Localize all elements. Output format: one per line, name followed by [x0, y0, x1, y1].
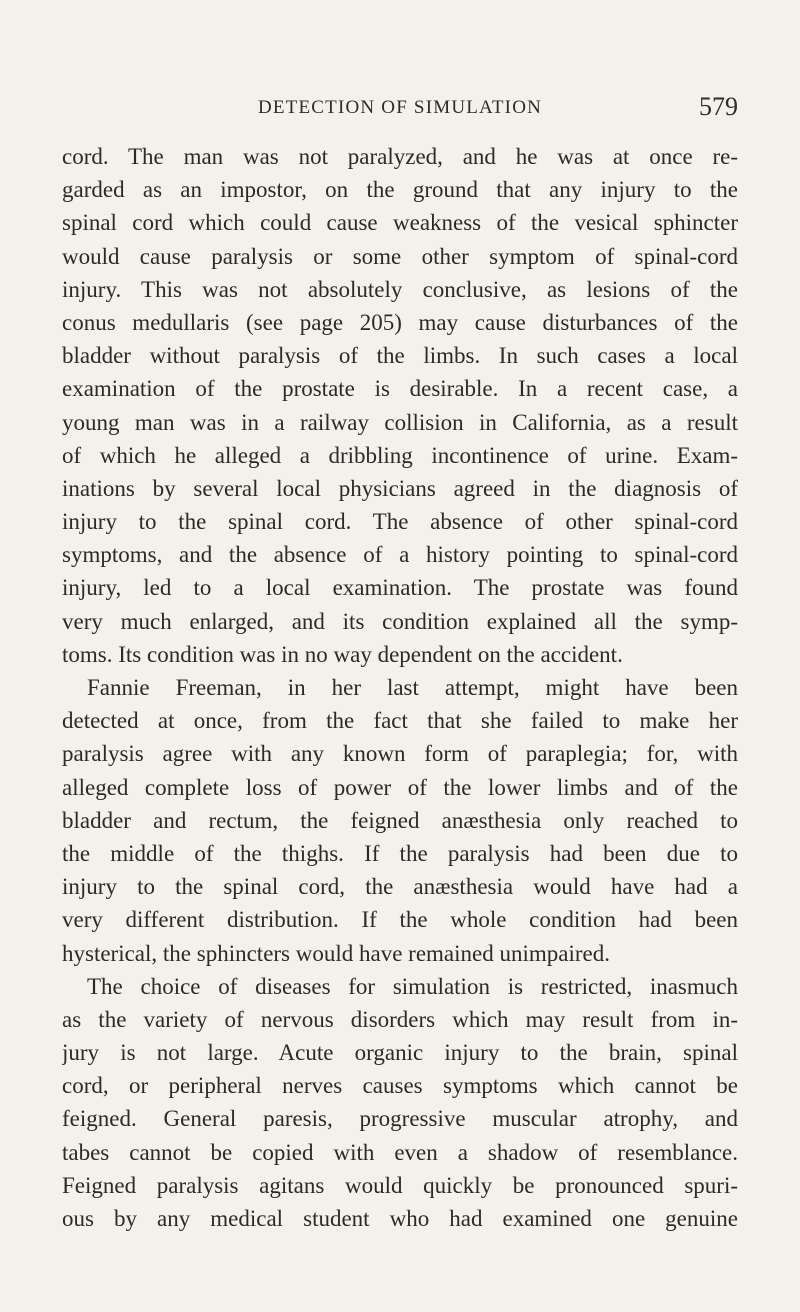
text-line: injury to the spinal cord. The absence of other spinal-cord	[62, 509, 738, 535]
running-title: DETECTION OF SIMULATION	[257, 97, 543, 118]
text-line: symptoms, and the absence of a history pointing to spinal-cord	[62, 542, 738, 568]
text-line: bladder and rectum, the feigned anæsthesia only reached to	[62, 807, 738, 833]
text-line: toms. Its condition was in no way dependent on the accident.	[62, 641, 623, 667]
text-line: ous by any medical student who had examined one genuine	[62, 1206, 738, 1231]
text-line: bladder without paralysis of the limbs. In such cases a local	[62, 343, 738, 369]
body-text	[62, 140, 738, 1235]
text-line: as the variety of nervous disorders which may result from in-	[62, 1006, 738, 1032]
text-line: the middle of the thighs. If the paralysis had been due to	[62, 840, 738, 866]
text-line: Feigned paralysis agitans would quickly be pronounced spuri-	[62, 1172, 738, 1198]
text-line: jury is not large. Acute organic injury to the brain, spinal	[62, 1040, 738, 1066]
text-line: very different distribution. If the whole condition had been	[62, 907, 738, 933]
text-line: feigned. General paresis, progressive muscular atrophy, and	[62, 1106, 738, 1132]
page-number: 579	[699, 92, 738, 121]
text-line: alleged complete loss of power of the lower limbs and of the	[62, 774, 738, 800]
text-line: cord, or peripheral nerves causes symptoms which cannot be	[62, 1073, 738, 1099]
text-line: cord. The man was not paralyzed, and he was at once re-	[62, 144, 738, 169]
text-line: garded as an impostor, on the ground that any injury to the	[62, 177, 738, 203]
text-line: The choice of diseases for simulation is restricted, inasmuch	[87, 973, 738, 999]
text-line: detected at once, from the fact that she failed to make her	[62, 708, 738, 734]
text-line: Fannie Freeman, in her last attempt, might have been	[87, 675, 738, 700]
running-head	[62, 93, 738, 129]
text-line: inations by several local physicians agreed in the diagnosis of	[62, 475, 738, 501]
text-line: injury, led to a local examination. The prostate was found	[62, 575, 738, 601]
text-line: of which he alleged a dribbling incontinence of urine. Exam-	[62, 442, 738, 468]
text-line: tabes cannot be copied with even a shadow of resemblance.	[62, 1139, 738, 1165]
text-line: examination of the prostate is desirable. In a recent case, a	[62, 376, 738, 402]
text-line: conus medullaris (see page 205) may cause disturbances of the	[62, 309, 738, 335]
text-line: would cause paralysis or some other symptom of spinal-cord	[62, 243, 738, 269]
text-line: young man was in a railway collision in California, as a result	[62, 409, 738, 435]
text-line: hysterical, the sphincters would have remained unimpaired.	[62, 940, 610, 966]
text-line: very much enlarged, and its condition explained all the symp-	[62, 608, 738, 634]
text-line: injury. This was not absolutely conclusive, as lesions of the	[62, 276, 738, 302]
text-line: injury to the spinal cord, the anæsthesia would have had a	[62, 874, 738, 900]
text-line: spinal cord which could cause weakness of the vesical sphincter	[62, 210, 738, 236]
text-line: paralysis agree with any known form of paraplegia; for, with	[62, 741, 738, 767]
